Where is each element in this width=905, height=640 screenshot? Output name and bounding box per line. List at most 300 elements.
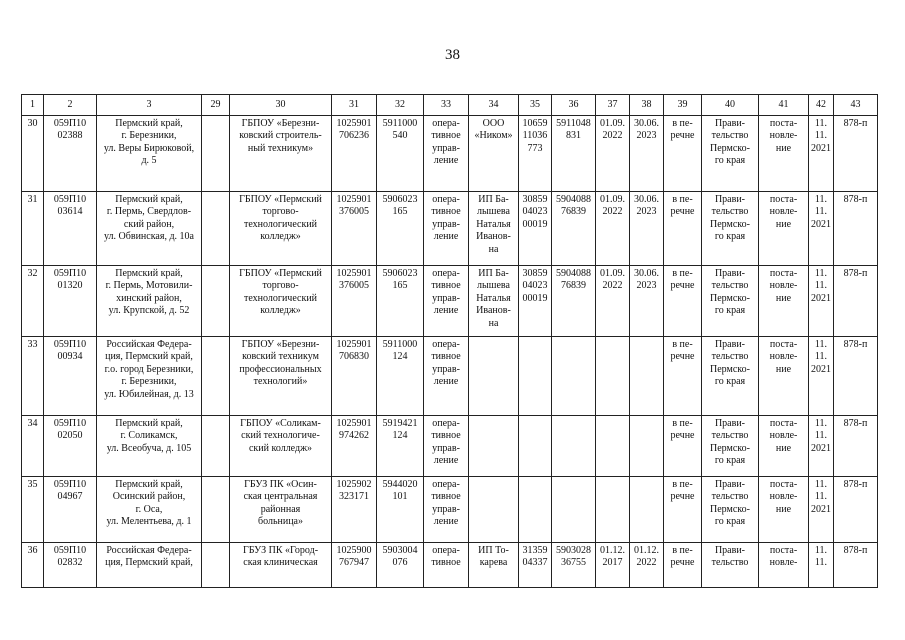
cell-text: тивное [431,130,461,142]
cell-text: Иванов- [476,231,511,243]
cell-text: 1025901 [336,267,372,279]
cell-text: ул. Обвинская, д. 10а [104,231,194,243]
table-cell [230,265,332,336]
table-cell [377,191,424,265]
table-cell [230,336,332,415]
cell-text: опера- [432,417,460,429]
column-header: 3 [97,95,202,116]
cell-text: 878-п [843,417,868,429]
table-cell [44,191,97,265]
cell-text: поста- [769,193,798,205]
cell-text: Прави- [714,267,746,279]
column-header: 42 [809,95,834,116]
column-header: 33 [424,95,469,116]
column-header: 37 [596,95,630,116]
cell-text: технологический [243,292,318,304]
cell-text: д. 5 [141,155,157,167]
table-cell [469,415,519,476]
cell-text: речне [670,351,695,363]
table-cell [332,415,377,476]
cell-text: на [488,243,499,255]
table-cell [230,115,332,191]
cell-text: 2022 [602,280,623,292]
table-cell [377,265,424,336]
cell-text: г. Оса, [135,503,163,515]
cell-text: Осинский район, [112,491,186,503]
cell-text: районная [260,503,301,515]
cell-text: Пермский край, [115,117,183,129]
cell-text: ИП Ба- [478,267,509,279]
cell-text: 059П10 [53,267,87,279]
table-cell [664,476,702,542]
cell-text: 878-п [843,117,868,129]
cell-text: в пе- [672,478,693,490]
table-row [22,415,878,476]
cell-text: 36 [27,544,38,556]
table-cell [424,115,469,191]
cell-text: 059П10 [53,478,87,490]
cell-text: 01.09. [600,193,625,205]
cell-text: 878-п [843,478,868,490]
cell-text: 2021 [811,442,831,454]
cell-text: 059П10 [53,544,87,556]
cell-text: в пе- [672,417,693,429]
table-row [22,476,878,542]
table-cell [809,115,834,191]
cell-text: речне [670,130,695,142]
header-row [22,95,878,116]
table-cell [22,265,44,336]
table-cell [630,415,664,476]
cell-text: 076 [392,557,408,569]
cell-text: 01320 [57,280,83,292]
cell-text: 5919421 [382,417,418,429]
cell-text: 11. [814,267,828,279]
column-header: 34 [469,95,519,116]
table-row [22,336,878,415]
cell-text: ГБПОУ «Пермский [239,267,322,279]
cell-text: 706236 [339,130,369,142]
cell-text: 11. [814,193,828,205]
cell-text: управ- [432,218,460,230]
table-cell [44,336,97,415]
column-header: 32 [377,95,424,116]
table-cell [469,542,519,587]
cell-text: поста- [769,417,798,429]
cell-text: Прави- [714,193,746,205]
cell-text: 124 [392,351,408,363]
cell-text: ление [433,305,459,317]
table-cell [519,115,552,191]
table-cell [834,191,878,265]
cell-text: 2023 [636,280,657,292]
cell-text: 974262 [339,430,369,442]
cell-text: 11. [814,351,828,363]
table-cell [552,542,596,587]
cell-text: в пе- [672,267,693,279]
cell-text: 00019 [522,292,548,304]
table-cell [834,115,878,191]
cell-text: Пермско- [710,142,750,154]
column-header: 30 [230,95,332,116]
cell-text: г. Пермь, Мотовили- [105,280,193,292]
cell-text: Пермско- [710,442,750,454]
table-cell [702,542,759,587]
table-cell [664,336,702,415]
cell-text: 5911048 [556,117,591,129]
cell-text: тивное [431,206,461,218]
cell-text: ООО [482,117,505,129]
cell-text: 5911000 [382,338,418,350]
cell-text: 11. [814,280,828,292]
table-cell [596,542,630,587]
table-cell [97,476,202,542]
cell-text: ный техникум» [247,142,314,154]
cell-text: 767947 [339,557,369,569]
table-cell [809,476,834,542]
cell-text: «Ником» [474,130,513,142]
cell-text: ция, Пермский край, [105,351,193,363]
table-cell [596,415,630,476]
cell-text: 30 [27,117,38,129]
cell-text: 165 [392,206,408,218]
cell-text: новле- [769,351,798,363]
table-cell [759,476,809,542]
cell-text: 11. [814,557,828,569]
table-cell [552,415,596,476]
cell-text: Прави- [714,417,746,429]
cell-text: ковский техникум [242,351,319,363]
cell-text: речне [670,557,695,569]
cell-text: Наталья [476,292,511,304]
table-cell [332,542,377,587]
table-cell [809,415,834,476]
cell-text: речне [670,280,695,292]
table-cell [424,476,469,542]
table-cell [596,115,630,191]
cell-text: 059П10 [53,117,87,129]
cell-text: 2021 [811,503,831,515]
cell-text: опера- [432,193,460,205]
table-cell [44,542,97,587]
cell-text: профессиональных [239,363,322,375]
table-cell [834,542,878,587]
table-cell [44,415,97,476]
page-number: 38 [445,47,460,63]
cell-text: поста- [769,267,798,279]
table-cell [44,265,97,336]
cell-text: ление [433,231,459,243]
cell-text: ГБУЗ ПК «Осин- [244,478,317,490]
table-cell [702,191,759,265]
cell-text: тельство [711,430,749,442]
cell-text: 76839 [561,206,586,218]
table-cell [759,415,809,476]
table-body [22,115,878,587]
cell-text: Пермский край, [115,193,183,205]
table-cell [759,542,809,587]
table-cell [630,476,664,542]
cell-text: 11. [814,430,828,442]
table-cell [702,476,759,542]
cell-text: 1025901 [336,338,372,350]
cell-text: технологический [243,218,318,230]
cell-text: Иванов- [476,305,511,317]
cell-text: в пе- [672,117,693,129]
column-header: 31 [332,95,377,116]
cell-text: Российская Федера- [106,544,192,556]
cell-text: ул. Мелентьева, д. 1 [106,516,192,528]
cell-text: 2021 [811,142,831,154]
table-cell [702,415,759,476]
cell-text: 04337 [522,557,548,569]
cell-text: 5944020 [382,478,418,490]
table-cell [202,115,230,191]
cell-text: Прави- [714,544,746,556]
cell-text: ГБПОУ «Соликам- [240,417,321,429]
table-cell [630,336,664,415]
cell-text: Пермско- [710,218,750,230]
cell-text: 04967 [57,491,83,503]
table-row [22,265,878,336]
column-header: 43 [834,95,878,116]
cell-text: 5911000 [382,117,418,129]
cell-text: 30859 [522,267,548,279]
cell-text: 11. [814,544,828,556]
cell-text: поста- [769,544,798,556]
cell-text: 376005 [339,206,369,218]
cell-text: поста- [769,117,798,129]
table-cell [664,415,702,476]
cell-text: ская клиническая [243,557,318,569]
cell-text: 5904088 [556,267,591,279]
table-cell [377,115,424,191]
cell-text: 11. [814,478,828,490]
table-cell [519,336,552,415]
cell-text: ский технологиче- [241,430,320,442]
table-cell [97,191,202,265]
cell-text: г. Пермь, Свердлов- [106,206,192,218]
cell-text: 878-п [843,193,868,205]
cell-text: 5903004 [382,544,418,556]
cell-text: хинский район, [116,292,182,304]
cell-text: г. Березники, [121,376,177,388]
cell-text: поста- [769,338,798,350]
table-cell [596,191,630,265]
cell-text: 02832 [57,557,83,569]
table-cell [230,191,332,265]
table-cell [22,191,44,265]
table-cell [230,542,332,587]
cell-text: 30859 [522,193,548,205]
cell-text: 706830 [339,351,369,363]
cell-text: 1025902 [336,478,372,490]
cell-text: 32 [27,267,38,279]
cell-text: ул. Крупской, д. 52 [108,305,190,317]
cell-text: 878-п [843,544,868,556]
cell-text: ление [433,516,459,528]
table-cell [202,265,230,336]
cell-text: ковский строитель- [239,130,322,142]
cell-text: ние [775,442,792,454]
cell-text: колледж» [260,305,301,317]
table-cell [97,265,202,336]
cell-text: го края [714,155,746,167]
cell-text: новле- [769,130,798,142]
cell-text: в пе- [672,193,693,205]
table-cell [97,542,202,587]
table-cell [332,191,377,265]
table-cell [377,476,424,542]
cell-text: тивное [431,430,461,442]
cell-text: 00934 [57,351,83,363]
cell-text: 11. [814,130,828,142]
cell-text: в пе- [672,544,693,556]
table-cell [596,476,630,542]
cell-text: Прави- [714,117,746,129]
cell-text: опера- [432,117,460,129]
column-header: 41 [759,95,809,116]
table-cell [44,115,97,191]
cell-text: 04023 [522,206,548,218]
cell-text: управ- [432,503,460,515]
cell-text: 1025901 [336,417,372,429]
cell-text: ление [433,376,459,388]
cell-text: ление [433,455,459,467]
table-cell [596,336,630,415]
cell-text: 31359 [522,544,548,556]
cell-text: 03614 [57,206,83,218]
table-cell [332,336,377,415]
cell-text: Российская Федера- [106,338,192,350]
cell-text: 02388 [57,130,83,142]
cell-text: ГБПОУ «Березни- [241,117,320,129]
cell-text: ГБПОУ «Березни- [241,338,320,350]
table-cell [230,476,332,542]
cell-text: го края [714,231,746,243]
table-cell [424,265,469,336]
cell-text: 878-п [843,267,868,279]
table-cell [759,191,809,265]
column-header: 39 [664,95,702,116]
table-cell [469,191,519,265]
cell-text: 30.06. [634,267,659,279]
column-header: 2 [44,95,97,116]
cell-text: управ- [432,142,460,154]
cell-text: 059П10 [53,338,87,350]
table-cell [202,415,230,476]
cell-text: лышева [477,280,510,292]
cell-text: ул. Веры Бирюковой, [103,142,195,154]
table-cell [469,336,519,415]
cell-text: ние [775,363,792,375]
cell-text: речне [670,206,695,218]
table-cell [97,336,202,415]
cell-text: 11. [814,117,828,129]
cell-text: тельство [711,491,749,503]
column-header: 35 [519,95,552,116]
cell-text: 5904088 [556,193,591,205]
cell-text: новле- [769,430,798,442]
table-cell [377,542,424,587]
cell-text: го края [714,516,746,528]
cell-text: управ- [432,363,460,375]
cell-text: Пермский край, [115,417,183,429]
cell-text: 33 [27,338,38,350]
table-row [22,115,878,191]
cell-text: тельство [711,280,749,292]
cell-text: 2022 [602,130,623,142]
table-cell [664,265,702,336]
table-cell [424,336,469,415]
cell-text: ИП То- [478,544,509,556]
cell-text: 02050 [57,430,83,442]
table-cell [469,115,519,191]
table-cell [834,265,878,336]
cell-text: 34 [27,417,38,429]
cell-text: опера- [432,338,460,350]
cell-text: ние [775,218,792,230]
table-cell [834,476,878,542]
cell-text: лышева [477,206,510,218]
cell-text: 11036 [522,130,548,142]
cell-text: 773 [527,142,543,154]
table-cell [469,476,519,542]
cell-text: 11. [814,417,828,429]
table-cell [332,265,377,336]
table-cell [97,115,202,191]
table-cell [834,336,878,415]
registry-table [21,94,878,588]
cell-text: го края [714,455,746,467]
cell-text: торгово- [262,206,299,218]
cell-text: 76839 [561,280,586,292]
cell-text: больница» [258,516,303,528]
cell-text: Пермско- [710,363,750,375]
cell-text: 10659 [522,117,548,129]
cell-text: Прави- [714,338,746,350]
table-cell [377,415,424,476]
cell-text: 5906023 [382,193,418,205]
cell-text: 01.09. [600,117,625,129]
table-cell [809,542,834,587]
table-cell [664,115,702,191]
cell-text: новле- [769,491,798,503]
cell-text: ский район, [123,218,175,230]
table-cell [759,336,809,415]
table-cell [552,336,596,415]
cell-text: 00019 [522,218,548,230]
cell-text: опера- [432,478,460,490]
cell-text: тивное [431,491,461,503]
cell-text: 04023 [522,280,548,292]
column-header: 40 [702,95,759,116]
table-cell [22,542,44,587]
table-cell [759,115,809,191]
table-cell [552,265,596,336]
cell-text: 101 [392,491,408,503]
cell-text: 11. [814,206,828,218]
table-cell [664,542,702,587]
cell-text: тельство [711,130,749,142]
column-header: 1 [22,95,44,116]
table-cell [702,336,759,415]
table-cell [22,415,44,476]
cell-text: ул. Всеобуча, д. 105 [106,442,192,454]
cell-text: тельство [711,557,749,569]
table-cell [332,115,377,191]
cell-text: тивное [431,557,461,569]
